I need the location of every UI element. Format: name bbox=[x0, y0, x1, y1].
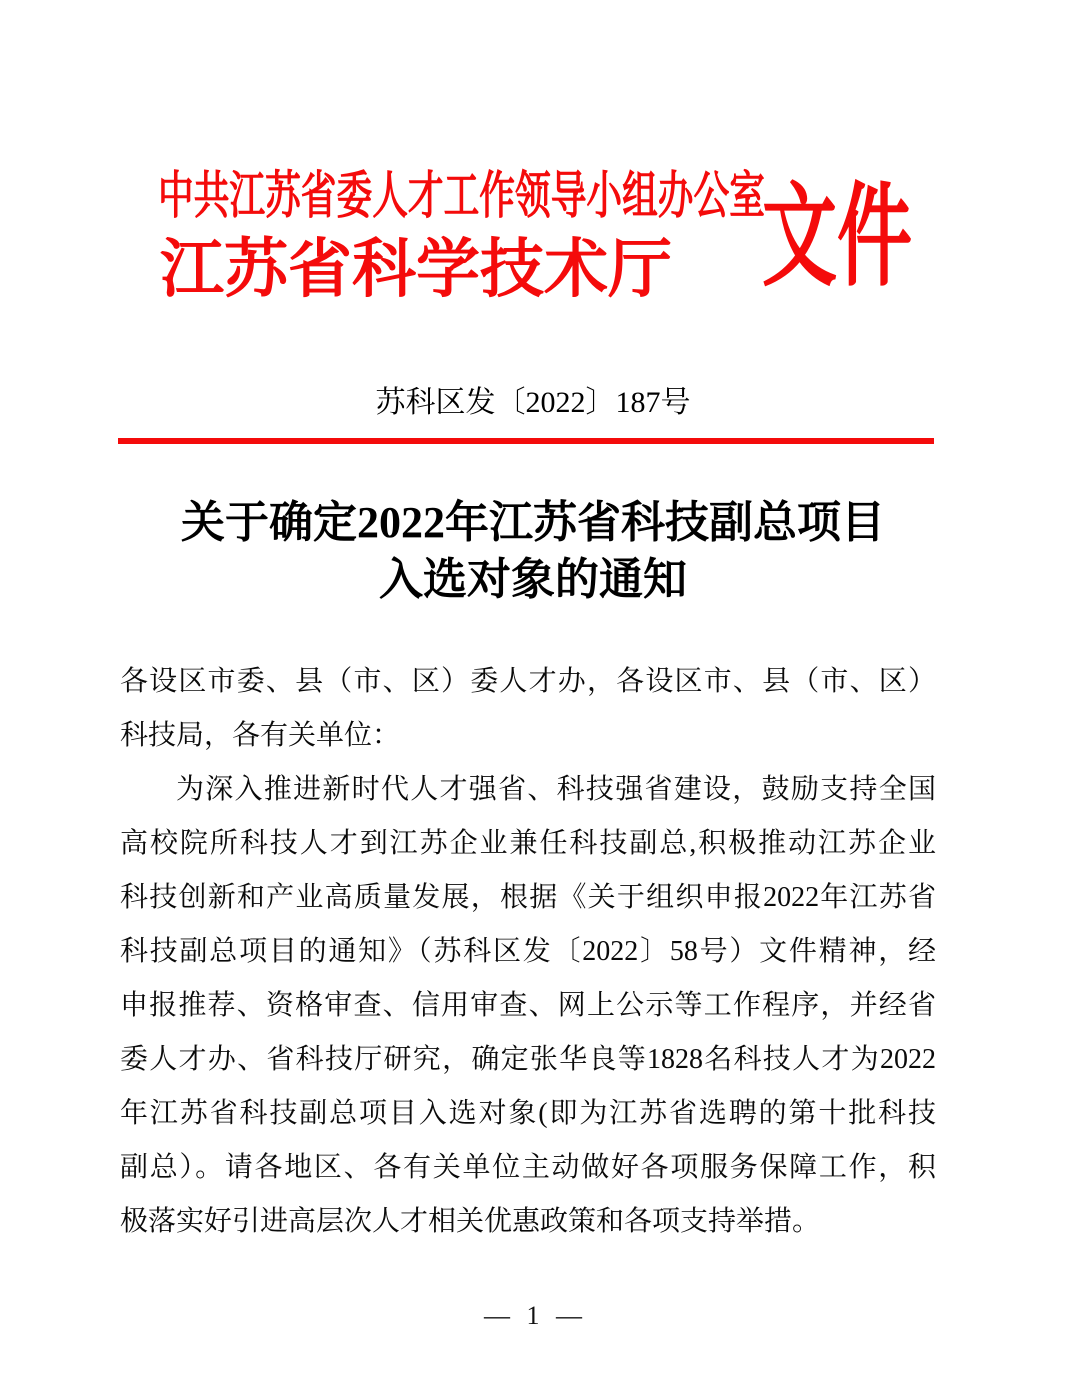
issuing-org-line2: 江苏省科学技术厅 bbox=[160, 234, 672, 305]
body-line: 副总）。请各地区、各有关单位主动做好各项服务保障工作，积 bbox=[120, 1152, 936, 1183]
body-line: 为深入推进新时代人才强省、科技强省建设，鼓励支持全国 bbox=[176, 774, 936, 805]
document-title-line2: 入选对象的通知 bbox=[379, 555, 687, 604]
document-title-line1: 关于确定2022年江苏省科技副总项目 bbox=[181, 498, 885, 547]
body-line: 各设区市委、县（市、区）委人才办，各设区市、县（市、区） bbox=[120, 666, 936, 697]
document-type-label: 文件 bbox=[762, 176, 913, 300]
page-number: — 1 — bbox=[484, 1301, 582, 1330]
red-divider-rule bbox=[118, 438, 934, 444]
body-line: 高校院所科技人才到江苏企业兼任科技副总,积极推动江苏企业 bbox=[120, 828, 936, 859]
document-number: 苏科区发〔2022〕187号 bbox=[375, 386, 691, 419]
body-line: 极落实好引进高层次人才相关优惠政策和各项支持举措。 bbox=[120, 1206, 821, 1237]
body-line: 科技创新和产业高质量发展，根据《关于组织申报2022年江苏省 bbox=[120, 882, 936, 913]
body-line: 委人才办、省科技厅研究，确定张华良等1828名科技人才为2022 bbox=[120, 1044, 936, 1075]
body-line: 科技副总项目的通知》（苏科区发〔2022〕58号）文件精神，经 bbox=[120, 936, 936, 967]
issuing-org-line1: 中共江苏省委人才工作领导小组办公室 bbox=[158, 169, 765, 225]
body-line: 申报推荐、资格审查、信用审查、网上公示等工作程序，并经省 bbox=[120, 990, 936, 1021]
document-body bbox=[120, 655, 936, 1249]
body-line: 科技局，各有关单位： bbox=[120, 720, 401, 751]
document-title bbox=[0, 494, 1066, 608]
body-line: 年江苏省科技副总项目入选对象(即为江苏省选聘的第十批科技 bbox=[120, 1098, 936, 1129]
